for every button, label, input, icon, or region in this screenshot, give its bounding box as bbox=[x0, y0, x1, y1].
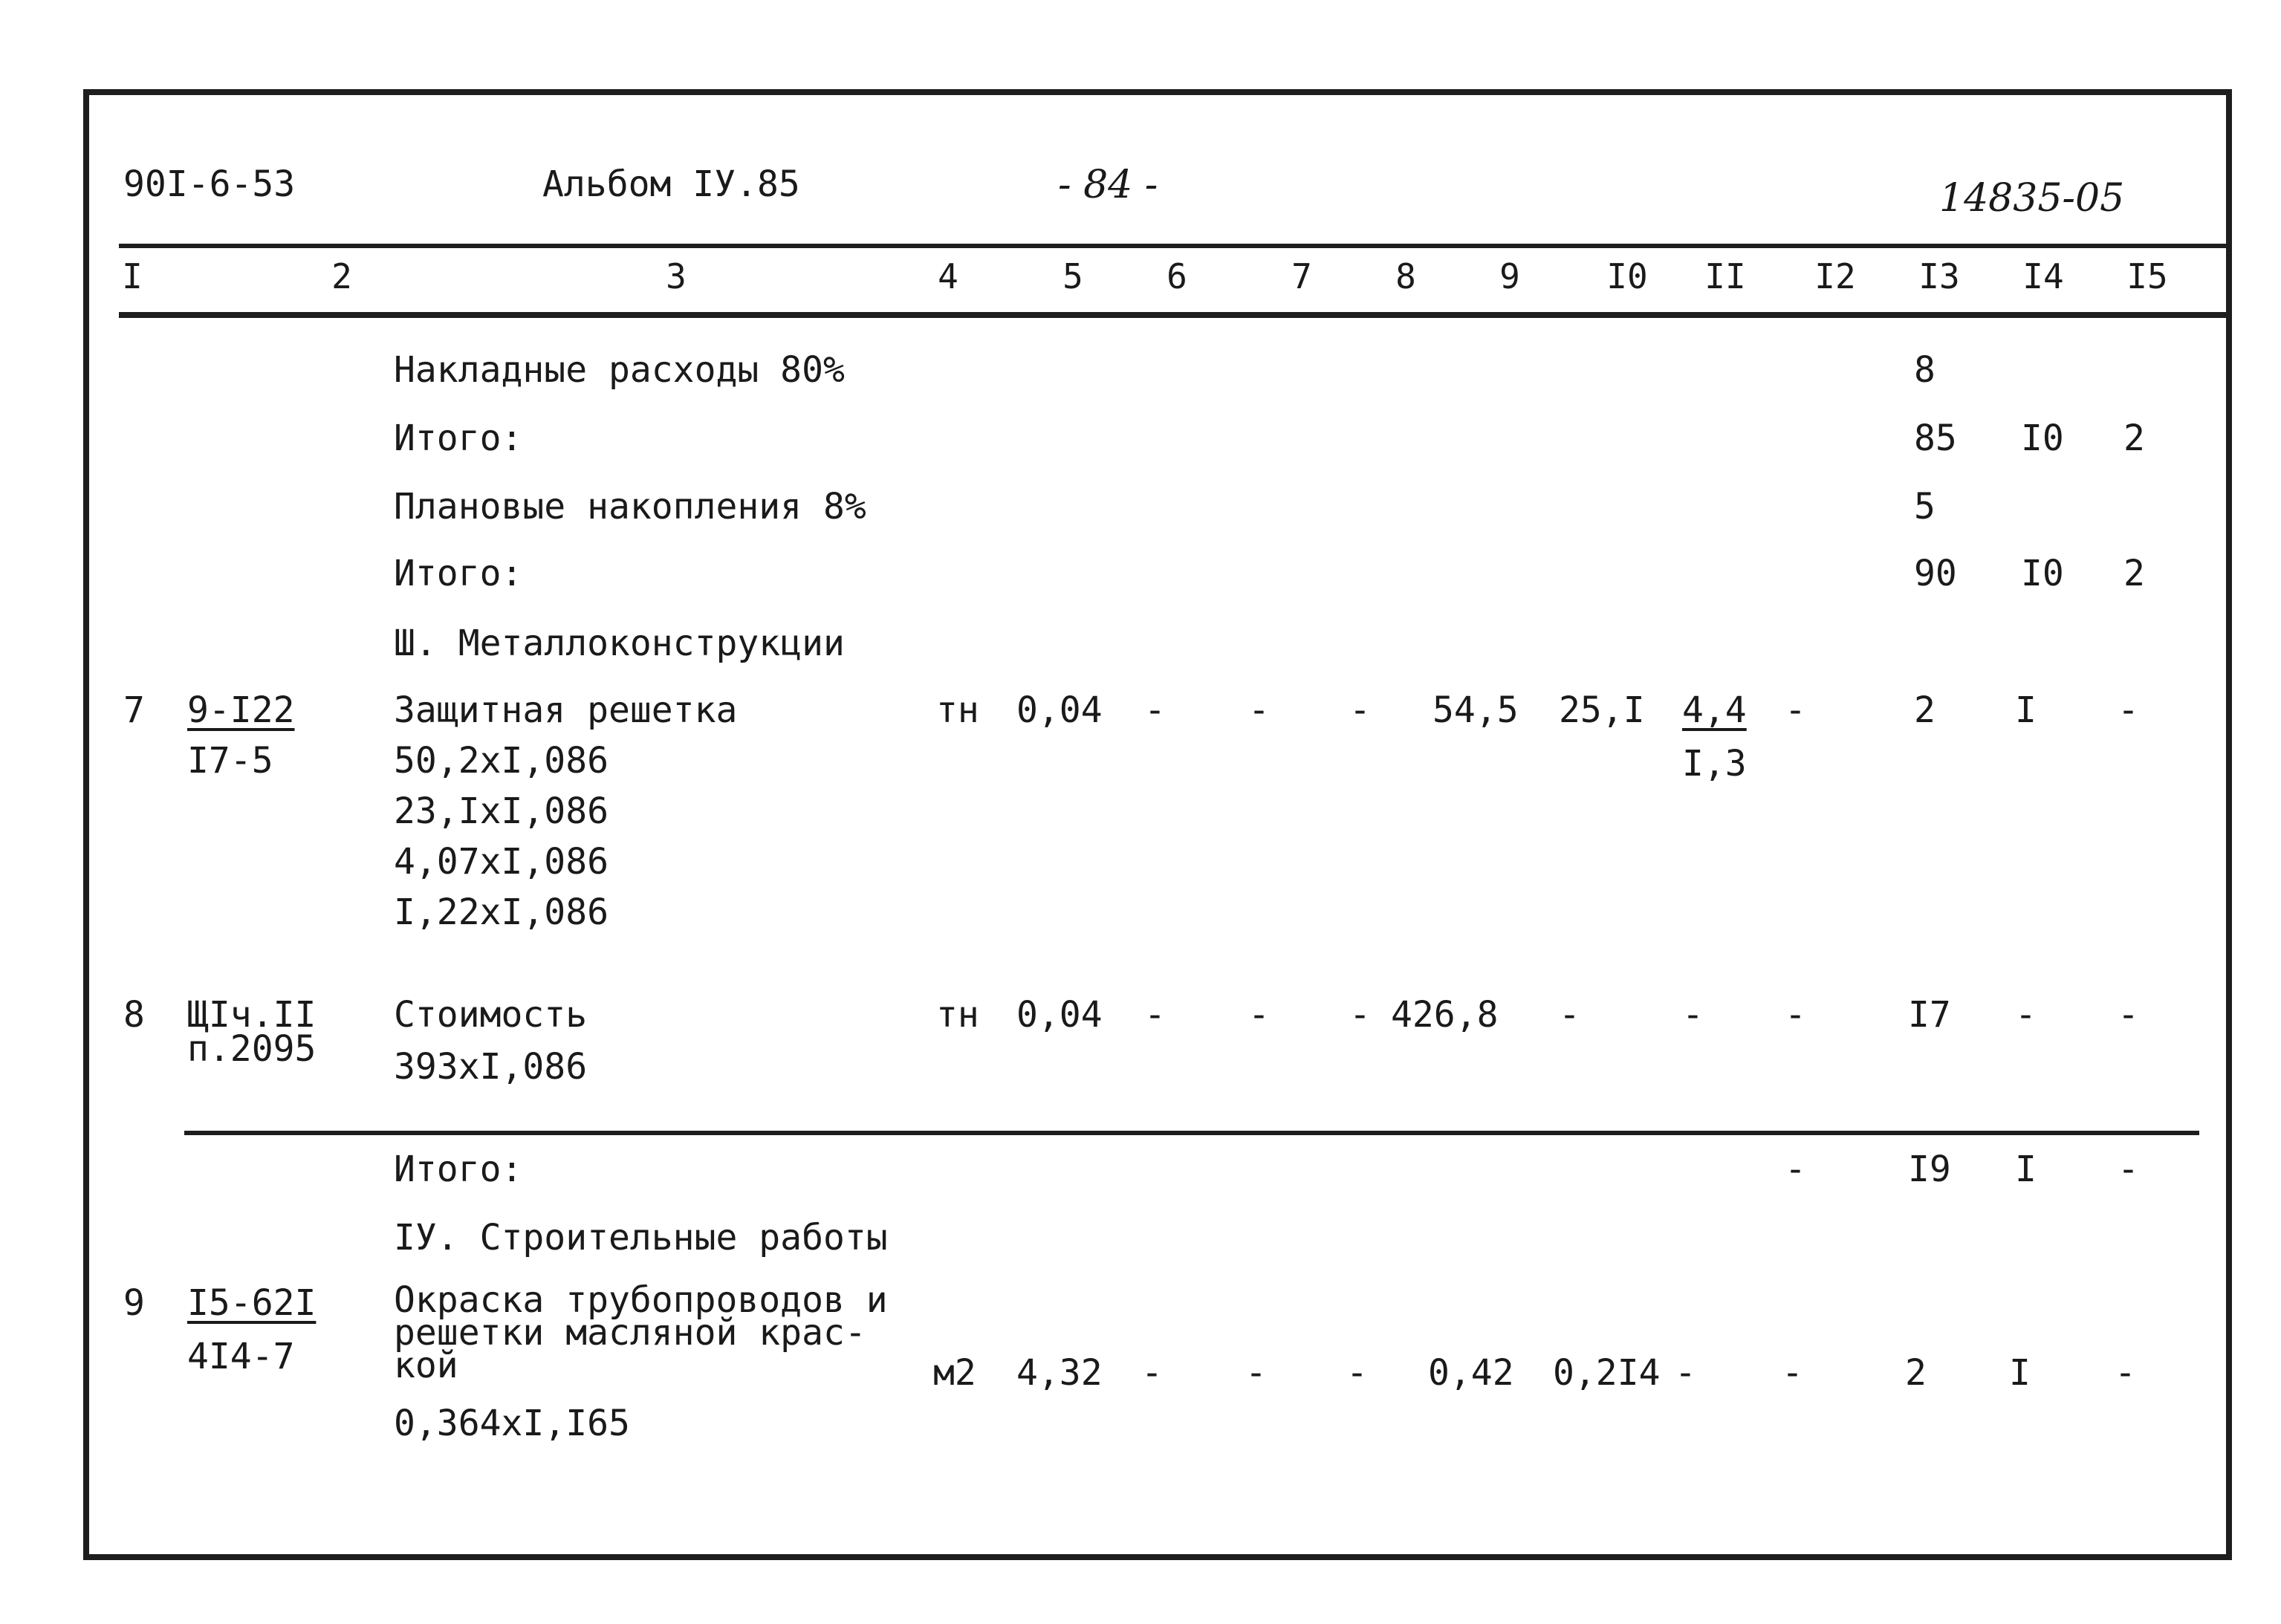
savings-col13: 5 bbox=[1914, 486, 1936, 527]
subtotal-rule bbox=[184, 1131, 2199, 1135]
column-header-6: 6 bbox=[1167, 259, 1187, 297]
row7-col8: - bbox=[1349, 689, 1371, 731]
row8-col10: - bbox=[1559, 994, 1580, 1036]
row8-col15: - bbox=[2118, 994, 2139, 1036]
row8-quantity: 0,04 bbox=[1016, 994, 1103, 1036]
row7-col13: 2 bbox=[1914, 689, 1936, 731]
row9-number: 9 bbox=[123, 1282, 145, 1324]
column-header-11: II bbox=[1704, 259, 1746, 297]
document-number: 14835-05 bbox=[1939, 177, 2125, 221]
total3-col14: I bbox=[2015, 1149, 2037, 1190]
header-rule-top bbox=[119, 244, 2232, 248]
page-number: - 84 - bbox=[1058, 163, 1158, 208]
column-header-13: I3 bbox=[1918, 259, 1960, 297]
row7-col15: - bbox=[2118, 689, 2139, 731]
row9-col10: 0,2I4 bbox=[1553, 1352, 1661, 1394]
section4-title: IУ. Строительные работы bbox=[394, 1217, 888, 1258]
row7-unit: тн bbox=[936, 689, 979, 731]
row9-col7: - bbox=[1245, 1352, 1267, 1394]
row7-col11-bottom: I,3 bbox=[1682, 743, 1747, 785]
row8-col13: I7 bbox=[1908, 994, 1951, 1036]
total1-col14: I0 bbox=[2021, 418, 2064, 459]
row7-col6: - bbox=[1144, 689, 1166, 731]
column-header-7: 7 bbox=[1291, 259, 1312, 297]
album-title: Альбом IУ.85 bbox=[542, 163, 800, 205]
row8-col12: - bbox=[1785, 994, 1806, 1036]
row8-col8: - bbox=[1349, 994, 1371, 1036]
row7-col11-top: 4,4 bbox=[1682, 689, 1747, 731]
row9-col13: 2 bbox=[1905, 1352, 1927, 1394]
column-header-4: 4 bbox=[938, 259, 958, 297]
row9-calc-line: 0,364xI,I65 bbox=[394, 1403, 630, 1444]
row7-col14: I bbox=[2015, 689, 2037, 731]
row8-col9: 426,8 bbox=[1391, 994, 1499, 1036]
row9-col14: I bbox=[2009, 1352, 2031, 1394]
row9-code-bottom: 4I4-7 bbox=[187, 1336, 295, 1377]
row9-name-line: Окраска трубопроводов и bbox=[394, 1279, 888, 1321]
column-header-14: I4 bbox=[2022, 259, 2064, 297]
row8-calc-line: 393xI,086 bbox=[394, 1046, 588, 1088]
total3-col15: - bbox=[2118, 1149, 2139, 1190]
row7-calc-line: I,22xI,086 bbox=[394, 891, 609, 933]
row9-col15: - bbox=[2115, 1352, 2136, 1394]
row8-number: 8 bbox=[123, 994, 145, 1036]
row9-col6: - bbox=[1141, 1352, 1163, 1394]
row8-col7: - bbox=[1248, 994, 1270, 1036]
savings-label: Плановые накопления 8% bbox=[394, 486, 866, 527]
row8-code-top: ЩIч.II bbox=[187, 994, 317, 1036]
total1-col15: 2 bbox=[2123, 418, 2145, 459]
total2-col13: 90 bbox=[1914, 553, 1957, 594]
row7-col9: 54,5 bbox=[1432, 689, 1519, 731]
row7-col12: - bbox=[1785, 689, 1806, 731]
total3-label: Итого: bbox=[394, 1149, 523, 1190]
row9-unit: м2 bbox=[933, 1352, 976, 1394]
row8-col6: - bbox=[1144, 994, 1166, 1036]
column-header-5: 5 bbox=[1062, 259, 1083, 297]
row7-number: 7 bbox=[123, 689, 145, 731]
overhead-col13: 8 bbox=[1914, 349, 1936, 391]
total2-label: Итого: bbox=[394, 553, 523, 594]
row7-code-top: 9-I22 bbox=[187, 689, 295, 731]
row7-quantity: 0,04 bbox=[1016, 689, 1103, 731]
row7-col7: - bbox=[1248, 689, 1270, 731]
column-header-8: 8 bbox=[1395, 259, 1416, 297]
row9-code-top: I5-62I bbox=[187, 1282, 317, 1324]
row8-name: Стоимость bbox=[394, 994, 588, 1036]
row9-col9: 0,42 bbox=[1428, 1352, 1514, 1394]
total2-col15: 2 bbox=[2123, 553, 2145, 594]
row9-name-line: кой bbox=[394, 1345, 458, 1386]
row9-col12: - bbox=[1782, 1352, 1803, 1394]
row7-calc-line: 50,2xI,086 bbox=[394, 740, 609, 782]
total3-col13: I9 bbox=[1908, 1149, 1951, 1190]
row7-code-bottom: I7-5 bbox=[187, 740, 273, 782]
total3-col12: - bbox=[1785, 1149, 1806, 1190]
column-header-1: I bbox=[122, 259, 143, 297]
total2-col14: I0 bbox=[2021, 553, 2064, 594]
document-code: 90I-6-53 bbox=[123, 163, 296, 205]
row7-calc-line: 4,07xI,086 bbox=[394, 841, 609, 883]
overhead-label: Накладные расходы 80% bbox=[394, 349, 845, 391]
row9-name-line: решетки масляной крас- bbox=[394, 1312, 866, 1354]
row8-code-bottom: п.2095 bbox=[187, 1028, 317, 1070]
row9-col11: - bbox=[1675, 1352, 1696, 1394]
row8-unit: тн bbox=[936, 994, 979, 1036]
row8-col14: - bbox=[2015, 994, 2037, 1036]
column-header-10: I0 bbox=[1606, 259, 1648, 297]
header-rule-bottom bbox=[119, 312, 2232, 318]
row8-col11: - bbox=[1682, 994, 1704, 1036]
row7-col10: 25,I bbox=[1559, 689, 1645, 731]
row9-quantity: 4,32 bbox=[1016, 1352, 1103, 1394]
section3-title: Ш. Металлоконструкции bbox=[394, 623, 845, 664]
column-header-15: I5 bbox=[2126, 259, 2168, 297]
row7-calc-line: 23,IxI,086 bbox=[394, 790, 609, 832]
column-header-9: 9 bbox=[1499, 259, 1520, 297]
total1-col13: 85 bbox=[1914, 418, 1957, 459]
row9-col8: - bbox=[1346, 1352, 1368, 1394]
row7-name: Защитная решетка bbox=[394, 689, 738, 731]
column-header-2: 2 bbox=[331, 259, 352, 297]
column-header-3: 3 bbox=[666, 259, 687, 297]
total1-label: Итого: bbox=[394, 418, 523, 459]
column-header-12: I2 bbox=[1814, 259, 1856, 297]
